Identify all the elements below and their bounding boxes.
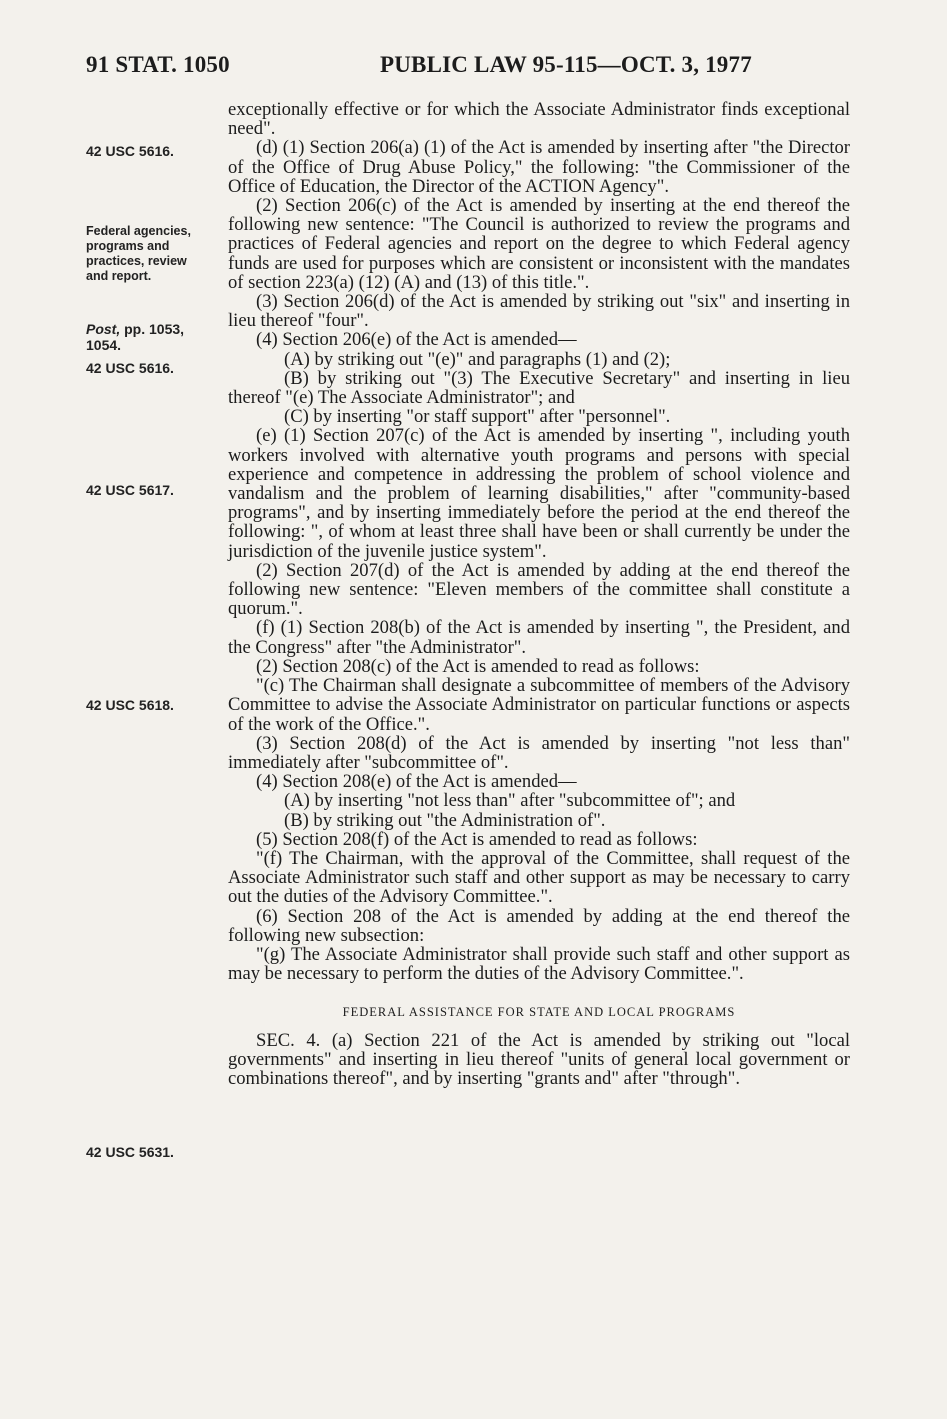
margin-note-usc-5616-b: 42 USC 5616. [86, 360, 174, 376]
paragraph: (2) Section 206(c) of the Act is amended by inserting at the end thereof the following new sentence: "The Council is authorized to review the programs and practices of Federal agencies and report on the degree to which Federal agency funds are used for purposes which are consistent or inconsistent with the mandates of section 223(a) (12) (A) and (13) of this title.". [228, 195, 850, 293]
margin-note-usc-5631: 42 USC 5631. [86, 1144, 174, 1160]
paragraph: (f) (1) Section 208(b) of the Act is amended by inserting ", the President, and the Congress" after "the Administrator". [228, 617, 850, 658]
paragraph: (2) Section 207(d) of the Act is amended by adding at the end thereof the following new sentence: "Eleven members of the committee shall constitute a quorum.". [228, 559, 850, 620]
margin-note-usc-5618: 42 USC 5618. [86, 697, 174, 713]
stat-page-number: 91 STAT. 1050 [86, 52, 230, 77]
paragraph: SEC. 4. (a) Section 221 of the Act is amended by striking out "local governments" and inserting in lieu thereof "units of general local government or combinations thereof", and by inserting "grants and" after "through". [228, 1029, 850, 1089]
paragraph: (4) Section 208(e) of the Act is amended— [256, 771, 577, 793]
margin-note-post-italic: Post, [86, 321, 121, 337]
margin-note-usc-5616: 42 USC 5616. [86, 143, 174, 159]
paragraph: exceptionally effective or for which the Associate Administrator finds exceptional need". [228, 99, 850, 140]
margin-note-line: practices, review [86, 254, 187, 268]
paragraph: (3) Section 206(d) of the Act is amended by striking out "six" and inserting in lieu thereof "four". [228, 291, 850, 332]
margin-note-line: and report. [86, 269, 152, 283]
paragraph: (3) Section 208(d) of the Act is amended by inserting "not less than" immediately after "subcommittee of". [228, 732, 850, 773]
paragraph: (2) Section 208(c) of the Act is amended to read as follows: [256, 655, 700, 677]
margin-note-federal-agencies-review [86, 224, 191, 284]
section-heading: FEDERAL ASSISTANCE FOR STATE AND LOCAL PROGRAMS [342, 1005, 736, 1020]
paragraph: "(f) The Chairman, with the approval of the Committee, shall request of the Associate Administrator such staff and other support as may be necessary to carry out the duties of the Advisory Committee.". [228, 847, 850, 908]
margin-note-post-pages [86, 321, 184, 353]
margin-note-line: Federal agencies, [86, 224, 191, 238]
paragraph: "(c) The Chairman shall designate a subcommittee of members of the Advisory Committee to advise the Associate Administrator on particular functions or aspects of the work of the Office.". [228, 675, 850, 735]
paragraph: (6) Section 208 of the Act is amended by adding at the end thereof the following new subsection: [228, 905, 850, 946]
paragraph: (B) by striking out "(3) The Executive Secretary" and inserting in lieu thereof "(e) The Associate Administrator"; and [228, 367, 850, 409]
paragraph: (e) (1) Section 207(c) of the Act is amended by inserting ", including youth workers involved with alternative youth programs and persons with special experience and competence in addressing the problem of school violence and vandalism and the problem of learning disabilities," after "community-based programs", and by inserting immediately before the period at the end thereof the following: ", of whom at least three shall have been or shall currently be under the jurisdiction of the juvenile justice system". [228, 425, 850, 562]
paragraph: "(g) The Associate Administrator shall provide such staff and other support as may be necessary to perform the duties of the Advisory Committee.". [228, 943, 850, 985]
paragraph: (A) by inserting "not less than" after "subcommittee of"; and [284, 790, 736, 812]
margin-note-line: 1054. [86, 337, 122, 353]
statute-body [228, 100, 850, 1088]
paragraph: (A) by striking out "(e)" and paragraphs (1) and (2); [284, 348, 671, 370]
paragraph: (B) by striking out "the Administration of". [284, 809, 606, 831]
paragraph: (5) Section 208(f) of the Act is amended to read as follows: [256, 828, 698, 850]
margin-note-post-pages-text: pp. 1053, [120, 321, 185, 337]
paragraph: (4) Section 206(e) of the Act is amended— [256, 329, 577, 351]
margin-note-usc-5617: 42 USC 5617. [86, 482, 174, 498]
paragraph: (d) (1) Section 206(a) (1) of the Act is amended by inserting after "the Director of the Office of Drug Abuse Policy," the following: "the Commissioner of the Office of Education, the Director of the ACTION Agency". [228, 137, 850, 197]
running-header-title: PUBLIC LAW 95-115—OCT. 3, 1977 [380, 52, 752, 77]
margin-note-line: programs and [86, 239, 170, 253]
paragraph: (C) by inserting "or staff support" after "personnel". [284, 406, 671, 428]
